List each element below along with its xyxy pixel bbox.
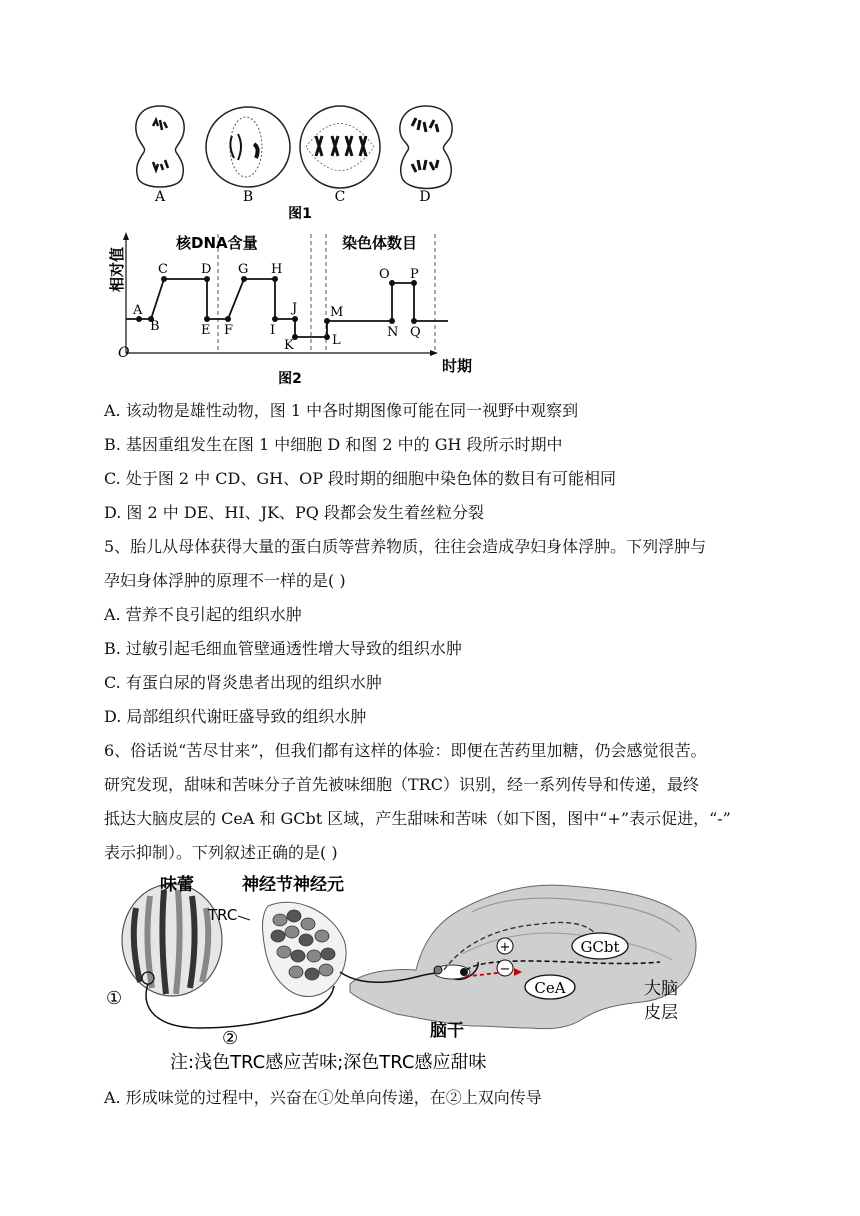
cell-d-diagram [400,106,452,189]
ganglion-label: 神经节神经元 [242,875,344,895]
region-chromosome-label: 染色体数目 [342,234,418,252]
cell-d-label: D [419,189,431,205]
point-j: J [292,301,298,316]
x-axis-label: 时期 [442,357,473,375]
point-k: K [284,338,294,353]
point-i: I [270,323,276,338]
q5-option-a: A. 营养不良引起的组织水肿 [104,605,302,624]
q5-option-d: D. 局部组织代谢旺盛导致的组织水肿 [104,707,367,726]
figure-3-taste-pathway [100,868,740,1083]
cortex-label-line-2: 皮层 [644,1003,678,1023]
ganglion-diagram [263,902,347,996]
point-e: E [201,323,211,338]
point-b: B [150,319,160,334]
figure-1 [120,100,480,222]
mark-1: ① [106,988,123,1009]
point-l: L [332,333,341,348]
taste-bud-label: 味蕾 [160,875,194,895]
q4-option-a: A. 该动物是雄性动物，图 1 中各时期图像可能在同一视野中观察到 [104,401,579,420]
cortex-label-line-1: 大脑 [644,979,678,999]
cell-a-diagram [136,106,184,187]
figure-2 [104,226,484,386]
point-p: P [410,267,419,282]
point-g: G [238,262,249,277]
point-o: O [379,267,390,282]
q4-option-b: B. 基因重组发生在图 1 中细胞 D 和图 2 中的 GH 段所示时期中 [104,435,563,454]
q5-option-b: B. 过敏引起毛细血管壁通透性增大导致的组织水肿 [104,639,462,658]
q5-stem-line-2: 孕妇身体浮肿的原理不一样的是( ) [104,571,346,590]
q4-option-c: C. 处于图 2 中 CD、GH、OP 段时期的细胞中染色体的数目有可能相同 [104,469,617,488]
q6-option-a: A. 形成味觉的过程中，兴奋在①处单向传递，在②上双向传导 [104,1088,542,1107]
figure-2-caption: 图2 [278,371,302,386]
q5-stem-line-1: 5、胎儿从母体获得大量的蛋白质等营养物质，往往会造成孕妇身体浮肿。下列浮肿与 [104,537,707,556]
taste-bud-diagram [122,884,222,996]
minus-marker: − [499,962,511,977]
region-dna-label: 核DNA含量 [176,234,258,252]
point-m: M [330,305,344,320]
point-q: Q [410,325,421,340]
point-a: A [133,303,143,318]
q6-stem-line-4: 表示抑制）。下列叙述正确的是( ) [104,843,338,862]
plus-marker: + [499,940,511,955]
cell-b-diagram [206,107,290,187]
point-c: C [158,262,168,277]
y-axis-label: 相对值 [108,246,126,292]
q6-stem-line-2: 研究发现，甜味和苦味分子首先被味细胞（TRC）识别，经一系列传导和传递，最终 [104,775,699,794]
gcbt-label: GCbt [580,938,620,956]
mark-2: ② [222,1028,239,1049]
q5-option-c: C. 有蛋白尿的肾炎患者出现的组织水肿 [104,673,382,692]
cell-c-label: C [334,189,346,205]
origin-label: O [118,345,130,361]
figure-1-caption: 图1 [288,206,312,222]
trc-label: TRC [208,906,238,924]
point-n: N [387,325,399,340]
q6-stem-line-3: 抵达大脑皮层的 CeA 和 GCbt 区域，产生甜味和苦味（如下图，图中“+”表示促进，“-” [104,809,731,828]
cell-c-diagram [300,106,380,188]
point-h: H [271,262,283,277]
q6-stem-line-1: 6、俗话说“苦尽甘来”，但我们都有这样的体验：即便在苦药里加糖，仍会感觉很苦。 [104,741,707,760]
point-f: F [224,323,234,338]
cell-b-label: B [242,189,254,205]
q4-option-d: D. 图 2 中 DE、HI、JK、PQ 段都会发生着丝粒分裂 [104,503,484,522]
brainstem-label: 脑干 [430,1021,464,1041]
cea-label: CeA [534,979,566,997]
point-d: D [201,262,212,277]
curve-dna [126,279,448,337]
figure-3-note: 注:浅色TRC感应苦味;深色TRC感应甜味 [170,1052,487,1073]
cell-a-label: A [154,189,166,205]
